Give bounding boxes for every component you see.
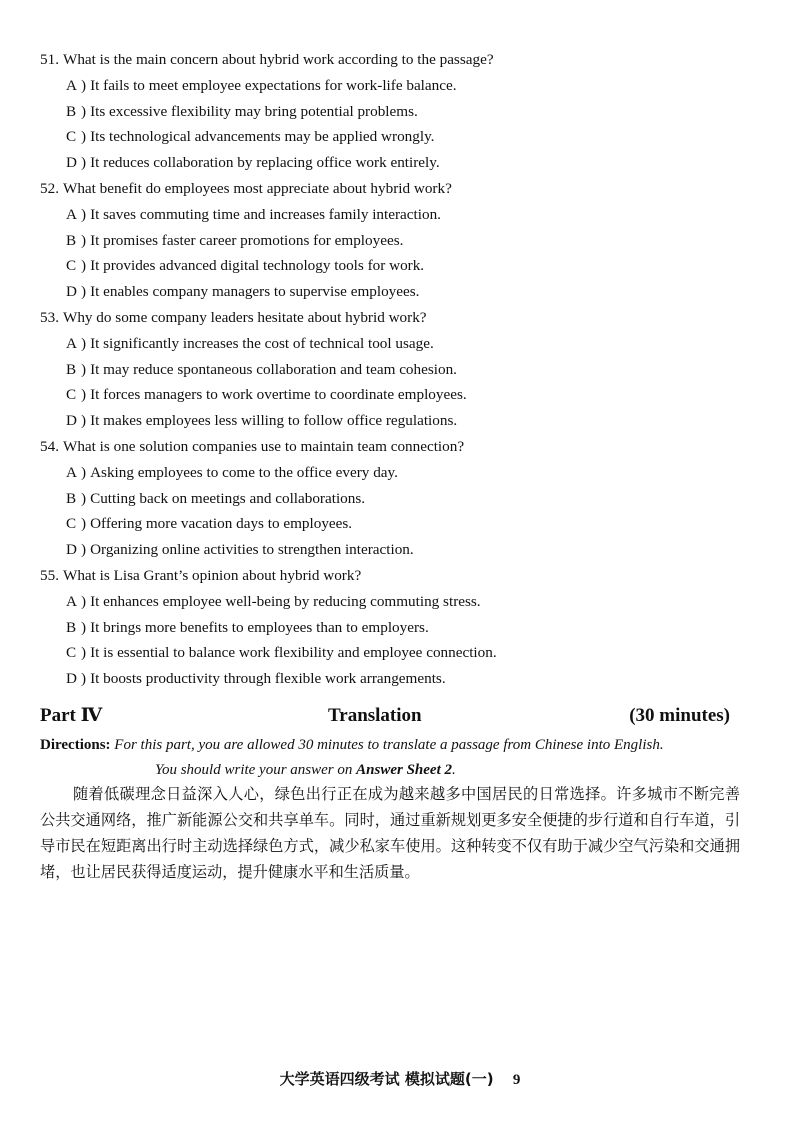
question-text: What benefit do employees most appreciate about hybrid work?: [62, 179, 452, 197]
part-time-limit: (30 minutes): [629, 705, 730, 726]
option-text: It is essential to balance work flexibility and employee connection.: [90, 644, 497, 662]
question-text: What is one solution companies use to maintain team connection?: [62, 437, 465, 455]
translation-passage: 随着低碳理念日益深入人心，绿色出行正在成为越来越多中国居民的日常选择。许多城市不断完善公共交通网络，推广新能源公交和共享单车。同时，通过重新规划更多安全便捷的步行道和自行车道，引导市民在短距离出行时主动选择绿色方式，减少私家车使用。这种转变不仅有助于减少空气污染和交通拥堵，也让居民获得适度运动，提升健康水平和生活质量。: [40, 785, 740, 881]
question-stem-55: [40, 563, 760, 589]
option-letter: A: [66, 592, 77, 610]
option-text: Its technological advancements may be applied wrongly.: [90, 128, 435, 146]
page-footer: [0, 1068, 800, 1089]
part-label: Part Ⅳ: [40, 705, 103, 726]
option-55c: C ) It is essential to balance work flexibility and employee connection.: [40, 640, 760, 666]
option-text: Organizing online activities to strengthen interaction.: [90, 541, 414, 559]
directions: [40, 733, 760, 783]
question-stem-52: [40, 176, 760, 202]
option-letter: A: [66, 334, 77, 352]
directions-label: Directions:: [40, 737, 111, 753]
question-number: 52.: [40, 179, 59, 197]
option-letter: B: [66, 489, 77, 507]
question-number: 51.: [40, 51, 59, 68]
option-text: It brings more benefits to employees than to employers.: [90, 618, 429, 636]
question-number: 54.: [40, 437, 59, 455]
question-list: [40, 47, 760, 692]
option-52b: B ) It promises faster career promotions for employees.: [40, 228, 760, 254]
directions-text: For this part, you are allowed 30 minutes to translate a passage from Chinese into English.: [114, 737, 664, 753]
option-text: Asking employees to come to the office every day.: [90, 463, 398, 481]
option-text: It makes employees less willing to follow office regulations.: [90, 412, 458, 430]
option-52d: D ) It enables company managers to supervise employees.: [40, 279, 760, 305]
option-letter: C: [66, 128, 77, 146]
option-letter: B: [66, 360, 77, 378]
option-52c: C ) It provides advanced digital technology tools for work.: [40, 253, 760, 279]
question-stem-54: [40, 434, 760, 460]
option-text: It enables company managers to supervise employees.: [90, 283, 420, 301]
option-text: It forces managers to work overtime to coordinate employees.: [90, 386, 467, 404]
option-53c: C ) It forces managers to work overtime to coordinate employees.: [40, 382, 760, 408]
option-letter: B: [66, 231, 77, 249]
option-55d: D ) It boosts productivity through flexible work arrangements.: [40, 666, 760, 692]
option-text: It boosts productivity through flexible work arrangements.: [90, 670, 446, 688]
part-heading: [40, 703, 730, 729]
option-text: Offering more vacation days to employees.: [90, 515, 353, 533]
option-51c: C ) Its technological advancements may be applied wrongly.: [40, 124, 760, 150]
option-letter: B: [66, 618, 77, 636]
option-52a: A ) It saves commuting time and increases family interaction.: [40, 202, 760, 228]
option-letter: A: [66, 76, 77, 94]
option-text: It promises faster career promotions for employees.: [90, 231, 404, 249]
option-text: It reduces collaboration by replacing office work entirely.: [90, 154, 440, 172]
option-text: It significantly increases the cost of technical tool usage.: [90, 334, 434, 352]
option-51a: A ) It fails to meet employee expectations for work-life balance.: [40, 73, 760, 99]
option-letter: D: [66, 412, 77, 430]
option-54d: D ) Organizing online activities to strengthen interaction.: [40, 537, 760, 563]
option-letter: D: [66, 154, 77, 172]
option-55b: B ) It brings more benefits to employees than to employers.: [40, 615, 760, 641]
option-letter: C: [66, 644, 77, 662]
question-text: What is Lisa Grant’s opinion about hybrid work?: [62, 566, 362, 584]
directions-text-3: .: [452, 762, 456, 778]
option-54b: B ) Cutting back on meetings and collaborations.: [40, 486, 760, 512]
option-text: Cutting back on meetings and collaborations.: [90, 489, 366, 507]
page-number: 9: [512, 1072, 521, 1088]
option-letter: C: [66, 515, 77, 533]
option-letter: B: [66, 102, 77, 120]
part-title: Translation: [328, 705, 422, 726]
option-text: It fails to meet employee expectations for work-life balance.: [90, 76, 457, 94]
answer-sheet-ref: Answer Sheet 2: [356, 762, 452, 778]
option-51b: B ) Its excessive flexibility may bring potential problems.: [40, 99, 760, 125]
option-letter: C: [66, 257, 77, 275]
option-letter: C: [66, 386, 77, 404]
option-54c: C ) Offering more vacation days to employees.: [40, 511, 760, 537]
option-53a: A ) It significantly increases the cost of technical tool usage.: [40, 331, 760, 357]
option-letter: D: [66, 283, 77, 301]
option-54a: A ) Asking employees to come to the office every day.: [40, 460, 760, 486]
footer-title: 大学英语四级考试 模拟试题(一): [279, 1070, 494, 1088]
option-text: Its excessive flexibility may bring potential problems.: [90, 102, 418, 120]
question-number: 55.: [40, 566, 59, 584]
option-text: It provides advanced digital technology tools for work.: [90, 257, 425, 275]
question-text: Why do some company leaders hesitate about hybrid work?: [62, 308, 427, 326]
question-stem-53: [40, 305, 760, 331]
option-55a: A ) It enhances employee well-being by reducing commuting stress.: [40, 589, 760, 615]
option-letter: D: [66, 541, 77, 559]
question-text: What is the main concern about hybrid work according to the passage?: [62, 51, 494, 68]
directions-text-2: You should write your answer on: [155, 762, 357, 778]
option-53d: D ) It makes employees less willing to follow office regulations.: [40, 408, 760, 434]
option-51d: D ) It reduces collaboration by replacing office work entirely.: [40, 150, 760, 176]
option-text: It enhances employee well-being by reducing commuting stress.: [90, 592, 481, 610]
option-53b: B ) It may reduce spontaneous collaboration and team cohesion.: [40, 357, 760, 383]
option-letter: A: [66, 463, 77, 481]
question-number: 53.: [40, 308, 59, 326]
option-letter: A: [66, 205, 77, 223]
question-stem-51: [40, 47, 760, 73]
option-text: It saves commuting time and increases family interaction.: [90, 205, 441, 223]
option-letter: D: [66, 670, 77, 688]
option-text: It may reduce spontaneous collaboration and team cohesion.: [90, 360, 457, 378]
